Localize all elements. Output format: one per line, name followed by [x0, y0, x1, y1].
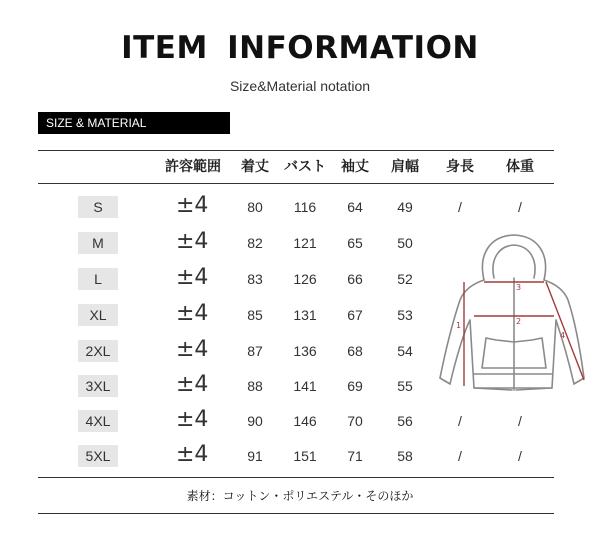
waistband — [474, 374, 552, 388]
tolerance-value: ±4 — [176, 407, 209, 432]
cell-bust: 131 — [293, 307, 317, 323]
diagram-label-3: 3 — [516, 283, 522, 292]
diagram-label-4: 4 — [560, 331, 566, 340]
cell-bust: 151 — [293, 448, 317, 464]
cell-bust: 116 — [293, 199, 317, 215]
header-shoulder: 肩幅 — [391, 159, 419, 175]
cell-sleeve: 66 — [347, 271, 363, 287]
cell-sleeve: 70 — [347, 413, 363, 429]
cell-length: 85 — [247, 307, 263, 323]
header-bust: バスト — [284, 159, 326, 175]
size-label: 5XL — [78, 445, 118, 467]
cell-shoulder: 58 — [397, 448, 413, 464]
page-title: ITEM INFORMATION — [121, 30, 479, 66]
tolerance-value: ±4 — [176, 372, 209, 397]
table-bottom-rule — [38, 477, 554, 478]
tolerance-value: ±4 — [176, 229, 209, 254]
hood-outline — [482, 235, 545, 280]
cell-height: / — [458, 448, 462, 464]
tolerance-value: ±4 — [176, 337, 209, 362]
table-top-rule — [38, 150, 554, 151]
cuffs — [440, 378, 584, 384]
cell-shoulder: 53 — [397, 307, 413, 323]
tolerance-value: ±4 — [176, 442, 209, 467]
cell-sleeve: 64 — [347, 199, 363, 215]
size-label: 2XL — [78, 340, 118, 362]
cell-bust: 136 — [293, 343, 317, 359]
tolerance-value: ±4 — [176, 193, 209, 218]
cell-length: 90 — [247, 413, 263, 429]
material-note: 素材：コットン・ポリエステル・そのほか — [186, 489, 414, 503]
cell-sleeve: 65 — [347, 235, 363, 251]
cell-shoulder: 55 — [397, 378, 413, 394]
table-header-rule — [38, 183, 554, 184]
section-label: SIZE & MATERIAL — [38, 112, 230, 134]
table-row — [0, 442, 600, 471]
size-label: 3XL — [78, 375, 118, 397]
cell-shoulder: 56 — [397, 413, 413, 429]
cell-shoulder: 49 — [397, 199, 413, 215]
size-label: S — [78, 196, 118, 218]
page-subtitle: Size&Material notation — [229, 78, 371, 94]
header-sleeve: 袖丈 — [341, 159, 369, 175]
header-tolerance: 許容範囲 — [165, 159, 221, 175]
cell-height: / — [458, 199, 462, 215]
cell-length: 88 — [247, 378, 263, 394]
cell-weight: / — [518, 199, 522, 215]
table-row — [0, 407, 600, 436]
size-label: 4XL — [78, 410, 118, 432]
cell-sleeve: 68 — [347, 343, 363, 359]
material-bottom-rule — [38, 513, 554, 514]
cell-length: 91 — [247, 448, 263, 464]
cell-sleeve: 71 — [347, 448, 363, 464]
cell-shoulder: 50 — [397, 235, 413, 251]
cell-shoulder: 52 — [397, 271, 413, 287]
hood-inner — [493, 245, 535, 278]
cell-shoulder: 54 — [397, 343, 413, 359]
cell-length: 80 — [247, 199, 263, 215]
size-label: M — [78, 232, 118, 254]
diagram-label-1: 1 — [456, 321, 462, 330]
cell-sleeve: 67 — [347, 307, 363, 323]
cell-sleeve: 69 — [347, 378, 363, 394]
tolerance-value: ±4 — [176, 265, 209, 290]
cell-bust: 141 — [293, 378, 317, 394]
size-label: L — [78, 268, 118, 290]
cell-length: 82 — [247, 235, 263, 251]
cell-weight: / — [518, 413, 522, 429]
cell-length: 83 — [247, 271, 263, 287]
diagram-label-2: 2 — [516, 317, 522, 326]
cell-weight: / — [518, 448, 522, 464]
header-height: 身長 — [446, 159, 474, 175]
cell-height: / — [458, 413, 462, 429]
header-length: 着丈 — [241, 159, 269, 175]
tolerance-value: ±4 — [176, 301, 209, 326]
cell-bust: 126 — [293, 271, 317, 287]
table-row — [0, 193, 600, 222]
cell-bust: 146 — [293, 413, 317, 429]
size-label: XL — [78, 304, 118, 326]
hoodie-measurement-diagram — [434, 228, 588, 396]
cell-bust: 121 — [293, 235, 317, 251]
header-weight: 体重 — [506, 159, 534, 175]
cell-length: 87 — [247, 343, 263, 359]
